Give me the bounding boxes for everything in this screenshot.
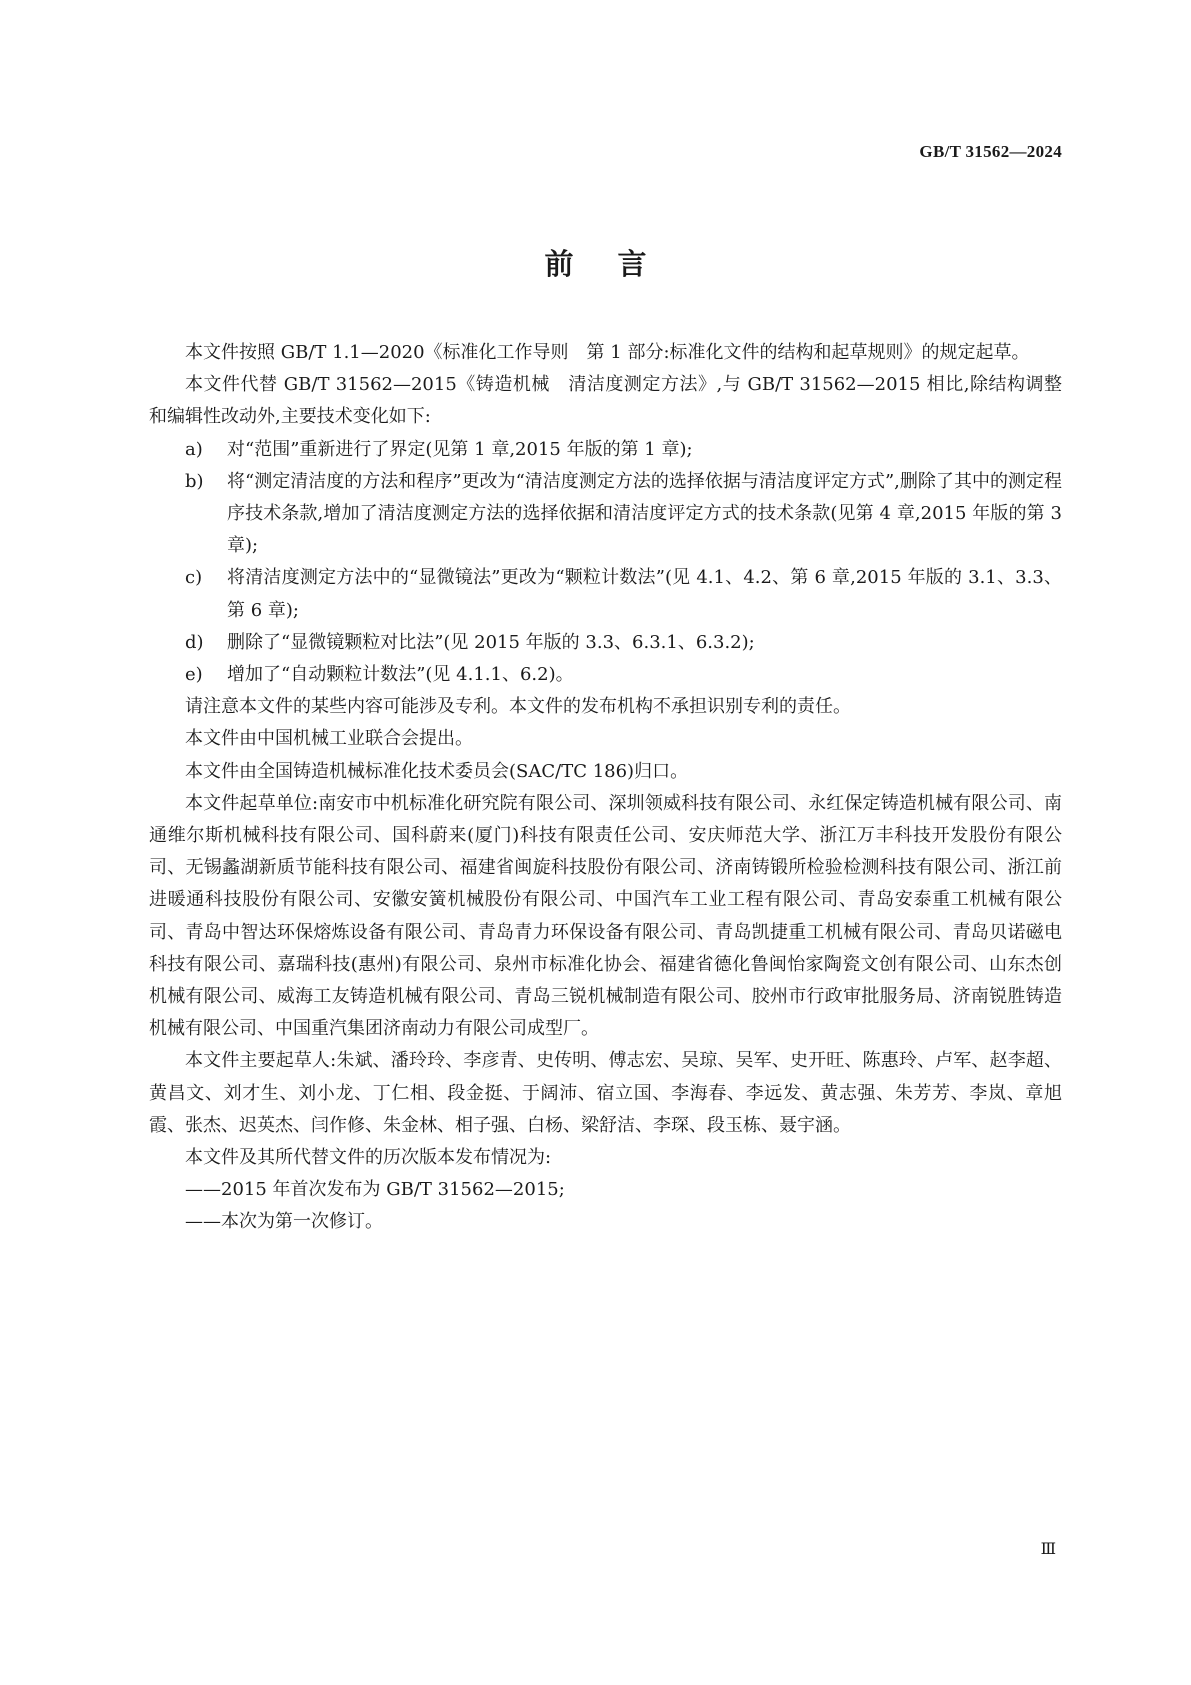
paragraph-committee: 本文件由全国铸造机械标准化技术委员会(SAC/TC 186)归口。 — [185, 760, 689, 782]
item-marker: b) — [185, 470, 204, 492]
item-marker: a) — [185, 438, 203, 460]
standard-number: GB/T 31562—2024 — [919, 142, 1062, 161]
paragraph-drafting-units: 本文件起草单位:南安市中机标准化研究院有限公司、深圳领威科技有限公司、永红保定铸造机械有限公司、南通维尔斯机械科技有限公司、国科蔚来(厦门)科技有限责任公司、安庆师范大学、浙江万丰科技开发股份有限公司、无锡蠡湖新质节能科技有限公司、福建省闽旋科技股份有限公司、济南铸锻所检验检测科技有限公司、浙江前进暖通科技股份有限公司、安徽安簧机械股份有限公司、中国汽车工业工程有限公司、青岛安泰重工机械有限公司、青岛中智达环保熔炼设备有限公司、青岛青力环保设备有限公司、青岛凯捷重工机械有限公司、青岛贝诺磁电科技有限公司、嘉瑞科技(惠州)有限公司、泉州市标准化协会、福建省德化鲁闽怡家陶瓷文创有限公司、山东杰创机械有限公司、威海工友铸造机械有限公司、青岛三锐机械制造有限公司、胶州市行政审批服务局、济南锐胜铸造机械有限公司、中国重汽集团济南动力有限公司成型厂。 — [149, 792, 1062, 1040]
page-title: 前言 — [544, 247, 691, 281]
paragraph-drafters: 本文件主要起草人:朱斌、潘玲玲、李彦青、史传明、傅志宏、吴琼、吴军、史开旺、陈惠玲、卢军、赵李超、黄昌文、刘才生、刘小龙、丁仁相、段金挺、于阔沛、宿立国、李海春、李远发、黄志强、朱芳芳、李岚、章旭霞、张杰、迟英杰、闫作修、朱金林、相子强、白杨、梁舒洁、李琛、段玉栋、聂宇涵。 — [149, 1050, 1062, 1136]
page-number: Ⅲ — [1040, 1541, 1056, 1558]
item-text: 将“测定清洁度的方法和程序”更改为“清洁度测定方法的选择依据与清洁度评定方式”,删除了其中的测定程序技术条款,增加了清洁度测定方法的选择依据和清洁度评定方式的技术条款(见第 4 章,2015 年版的第 3 章); — [227, 470, 1062, 557]
foreword-body — [149, 337, 1062, 1239]
item-marker: c) — [185, 567, 203, 589]
item-text: 增加了“自动颗粒计数法”(见 4.1.1、6.2)。 — [227, 664, 574, 686]
paragraph-history-intro: 本文件及其所代替文件的历次版本发布情况为: — [185, 1147, 552, 1169]
paragraph-proposer: 本文件由中国机械工业联合会提出。 — [185, 728, 473, 750]
change-item — [149, 466, 1062, 563]
change-item — [149, 434, 1062, 466]
change-item — [149, 659, 1062, 691]
paragraph-patent-notice: 请注意本文件的某些内容可能涉及专利。本文件的发布机构不承担识别专利的责任。 — [185, 696, 851, 718]
paragraph-replacement: 本文件代替 GB/T 31562—2015《铸造机械 清洁度测定方法》,与 GB/T 31562—2015 相比,除结构调整和编辑性改动外,主要技术变化如下: — [149, 374, 1062, 428]
item-marker: e) — [185, 664, 203, 686]
paragraph-drafting-rules: 本文件按照 GB/T 1.1—2020《标准化工作导则 第 1 部分:标准化文件的结构和起草规则》的规定起草。 — [185, 342, 1030, 363]
item-text: 对“范围”重新进行了界定(见第 1 章,2015 年版的第 1 章); — [227, 438, 693, 460]
history-item: ——本次为第一次修订。 — [185, 1211, 383, 1233]
change-item — [149, 562, 1062, 626]
history-item: ——2015 年首次发布为 GB/T 31562—2015; — [185, 1179, 565, 1201]
item-text: 将清洁度测定方法中的“显微镜法”更改为“颗粒计数法”(见 4.1、4.2、第 6 章,2015 年版的 3.1、3.3、第 6 章); — [227, 567, 1062, 621]
item-marker: d) — [185, 631, 204, 653]
item-text: 删除了“显微镜颗粒对比法”(见 2015 年版的 3.3、6.3.1、6.3.2); — [227, 631, 755, 653]
change-item — [149, 627, 1062, 659]
